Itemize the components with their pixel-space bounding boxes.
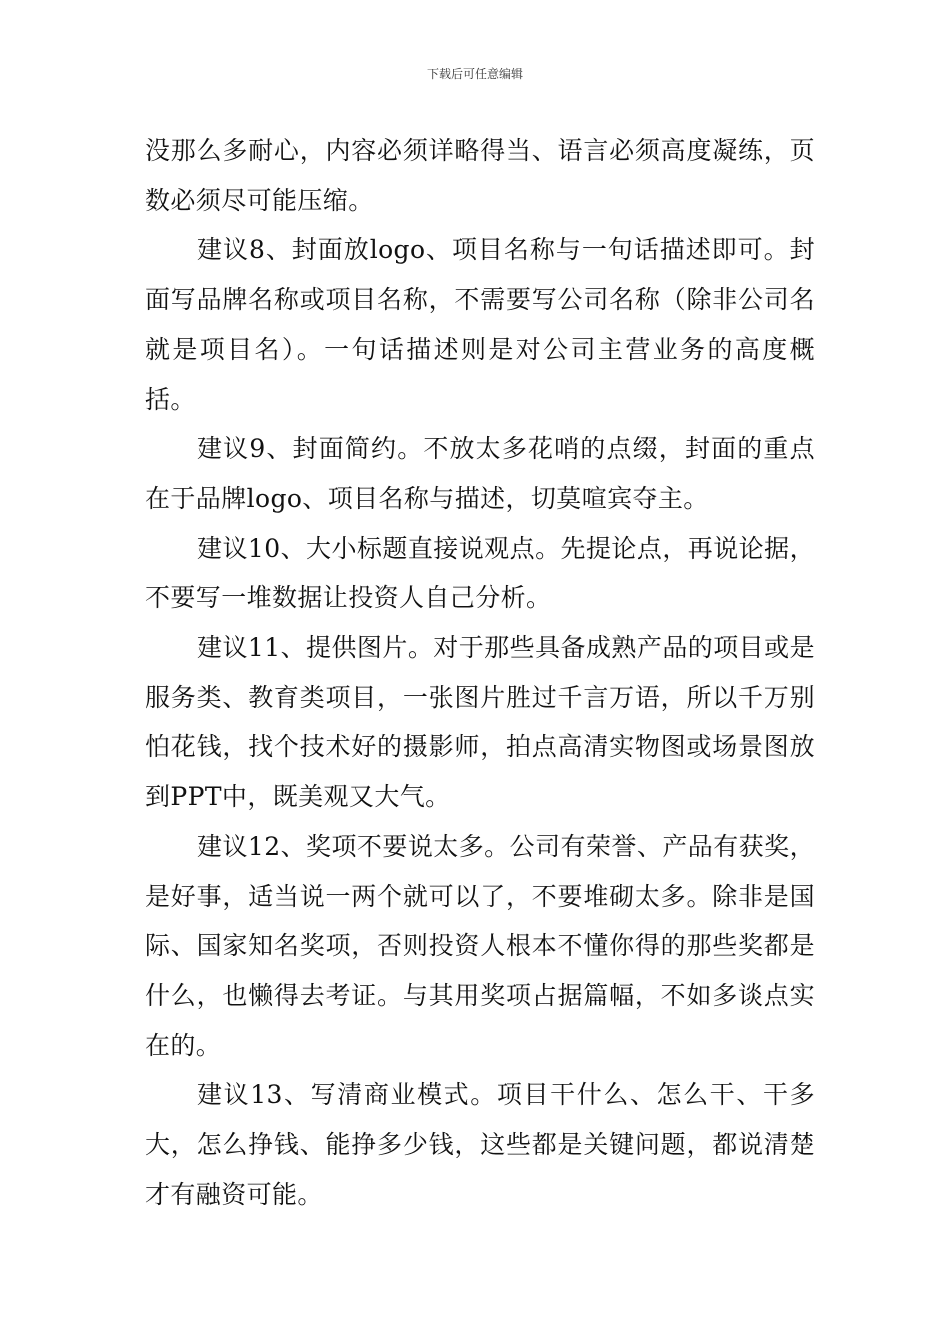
paragraph-suggestion-10: 建议10、大小标题直接说观点。先提论点，再说论据，不要写一堆数据让投资人自己分析。 <box>145 533 815 613</box>
paragraph-continuation: 没那么多耐心，内容必须详略得当、语言必须高度凝练，页数必须尽可能压缩。 <box>145 136 815 215</box>
document-body <box>145 126 815 1219</box>
paragraph-suggestion-11: 建议11、提供图片。对于那些具备成熟产品的项目或是服务类、教育类项目，一张图片胜过千言万语，所以千万别怕花钱，找个技术好的摄影师，拍点高清实物图或场景图放到PPT中，既美观又大气。 <box>145 633 815 812</box>
page-header: 下载后可任意编辑 <box>426 67 523 81</box>
paragraph-suggestion-8: 建议8、封面放logo、项目名称与一句话描述即可。封面写品牌名称或项目名称，不需要写公司名称（除非公司名就是项目名）。一句话描述则是对公司主营业务的高度概括。 <box>145 235 815 414</box>
paragraph-suggestion-13: 建议13、写清商业模式。项目干什么、怎么干、干多大，怎么挣钱、能挣多少钱，这些都是关键问题，都说清楚才有融资可能。 <box>145 1080 815 1209</box>
paragraph-suggestion-9: 建议9、封面简约。不放太多花哨的点缀，封面的重点在于品牌logo、项目名称与描述，切莫喧宾夺主。 <box>145 434 815 513</box>
paragraph-suggestion-12: 建议12、奖项不要说太多。公司有荣誉、产品有获奖，是好事，适当说一两个就可以了，不要堆砌太多。除非是国际、国家知名奖项，否则投资人根本不懂你得的那些奖都是什么，也懒得去考证。与其用奖项占据篇幅，不如多谈点实在的。 <box>145 831 815 1060</box>
